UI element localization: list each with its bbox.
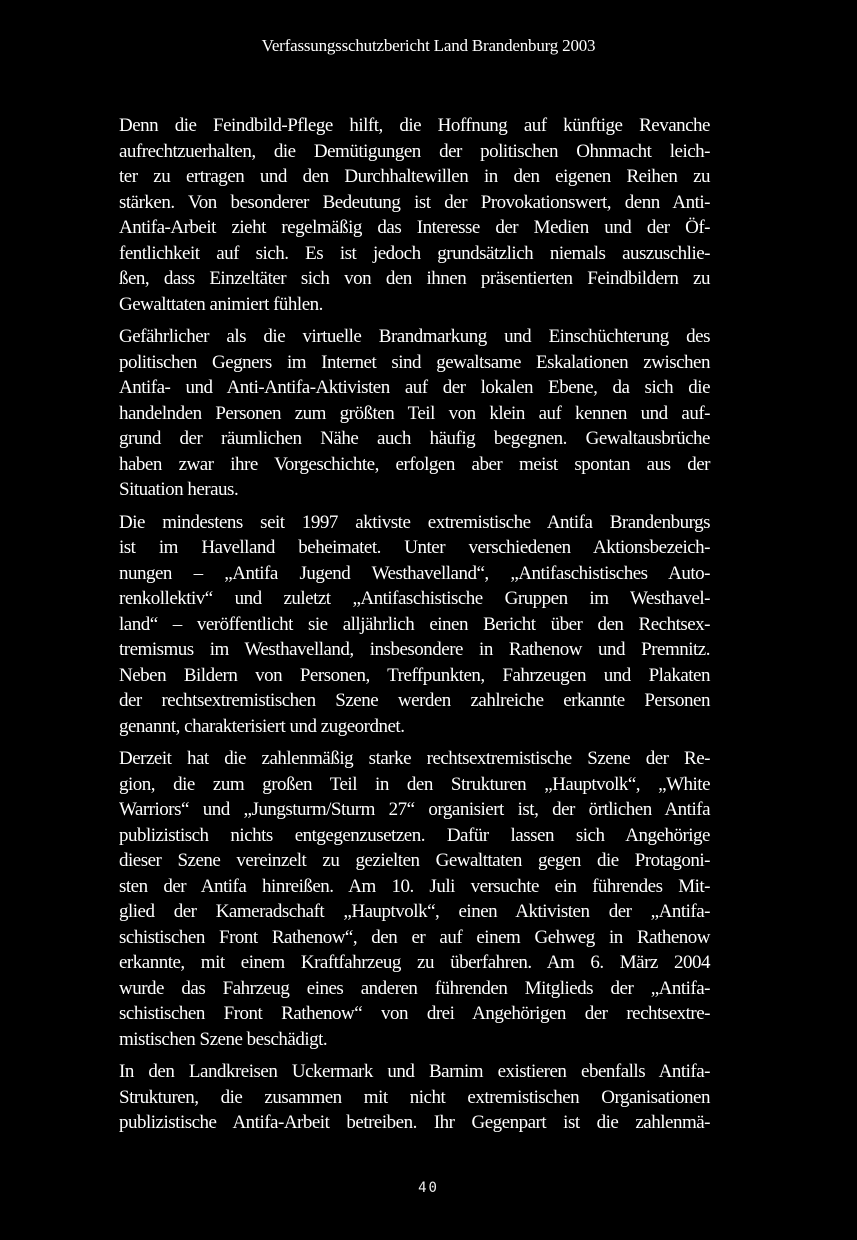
text-line: ßen, dass Einzeltäter sich von den ihnen präsentierten Feindbildern zu — [119, 268, 710, 289]
page-number: 40 — [418, 1180, 439, 1196]
paragraph-3 — [119, 510, 710, 740]
text-line: Neben Bildern von Personen, Treffpunkten, Fahrzeugen und Plakaten — [119, 664, 710, 686]
text-line: handelnden Personen zum größten Teil von klein auf kennen und auf- — [119, 402, 710, 424]
text-line: sten der Antifa hinreißen. Am 10. Juli versuchte ein führendes Mit- — [119, 875, 710, 897]
text-line: erkannte, mit einem Kraftfahrzeug zu überfahren. Am 6. März 2004 — [119, 952, 710, 973]
text-line: genannt, charakterisiert und zugeordnet. — [119, 715, 405, 737]
paragraph-4 — [119, 746, 710, 1052]
text-line: politischen Gegners im Internet sind gewaltsame Eskalationen zwischen — [119, 351, 710, 373]
text-line: schistischen Front Rathenow“ von drei Angehörigen der rechtsextre- — [119, 1003, 710, 1024]
text-line: ter zu ertragen und den Durchhaltewillen in den eigenen Reihen zu — [119, 166, 710, 187]
text-line: nungen – „Antifa Jugend Westhavelland“, „Antifaschistisches Auto- — [119, 562, 710, 584]
text-line: Antifa- und Anti-Antifa-Aktivisten auf der lokalen Ebene, da sich die — [119, 377, 710, 398]
text-line: Gewalttaten animiert fühlen. — [119, 293, 323, 315]
text-line: tremismus im Westhavelland, insbesondere in Rathenow und Premnitz. — [119, 639, 710, 660]
running-header: Verfassungsschutzbericht Land Brandenburg 2003 — [261, 36, 596, 55]
text-line: grund der räumlichen Nähe auch häufig begegnen. Gewaltausbrüche — [119, 428, 710, 449]
paragraph-1 — [119, 113, 710, 317]
text-line: ist im Havelland beheimatet. Unter verschiedenen Aktionsbezeich- — [119, 537, 710, 558]
text-line: schistischen Front Rathenow“, den er auf einem Gehweg in Rathenow — [119, 926, 710, 948]
paragraph-2 — [119, 324, 710, 503]
text-line: land“ – veröffentlicht sie alljährlich einen Bericht über den Rechtsex- — [119, 613, 710, 635]
text-line: In den Landkreisen Uckermark und Barnim existieren ebenfalls Antifa- — [119, 1061, 710, 1082]
text-line: aufrechtzuerhalten, die Demütigungen der politischen Ohnmacht leich- — [119, 140, 710, 162]
text-line: gion, die zum großen Teil in den Strukturen „Hauptvolk“, „White — [119, 773, 710, 795]
text-line: Antifa-Arbeit zieht regelmäßig das Interesse der Medien und der Öf- — [119, 217, 710, 238]
text-line: mistischen Szene beschädigt. — [119, 1028, 328, 1050]
text-line: Strukturen, die zusammen mit nicht extremistischen Organisationen — [119, 1086, 710, 1108]
text-line: wurde das Fahrzeug eines anderen führenden Mitglieds der „Antifa- — [119, 977, 710, 999]
text-line: fentlichkeit auf sich. Es ist jedoch grundsätzlich niemals auszuschlie- — [119, 242, 710, 264]
body-text — [119, 113, 710, 1143]
text-line: Die mindestens seit 1997 aktivste extremistische Antifa Brandenburgs — [119, 511, 710, 533]
text-line: publizistisch nichts entgegenzusetzen. Dafür lassen sich Angehörige — [119, 824, 710, 846]
text-line: Denn die Feindbild-Pflege hilft, die Hoffnung auf künftige Revanche — [119, 115, 710, 136]
text-line: Warriors“ und „Jungsturm/Sturm 27“ organisiert ist, der örtlichen Antifa — [119, 799, 710, 820]
text-line: dieser Szene vereinzelt zu gezielten Gewalttaten gegen die Protagoni- — [119, 850, 710, 871]
text-line: stärken. Von besonderer Bedeutung ist der Provokationswert, denn Anti- — [119, 191, 710, 213]
paragraph-5 — [119, 1059, 710, 1136]
text-line: renkollektiv“ und zuletzt „Antifaschistische Gruppen im Westhavel- — [119, 588, 710, 609]
text-line: Gefährlicher als die virtuelle Brandmarkung und Einschüchterung des — [119, 326, 710, 347]
text-line: Derzeit hat die zahlenmäßig starke rechtsextremistische Szene der Re- — [119, 748, 710, 769]
text-line: der rechtsextremistischen Szene werden zahlreiche erkannte Personen — [119, 690, 710, 711]
text-line: publizistische Antifa-Arbeit betreiben. Ihr Gegenpart ist die zahlenmä- — [119, 1112, 710, 1133]
text-line: haben zwar ihre Vorgeschichte, erfolgen aber meist spontan aus der — [119, 453, 710, 475]
text-line: glied der Kameradschaft „Hauptvolk“, einen Aktivisten der „Antifa- — [119, 901, 710, 922]
text-line: Situation heraus. — [119, 479, 239, 500]
